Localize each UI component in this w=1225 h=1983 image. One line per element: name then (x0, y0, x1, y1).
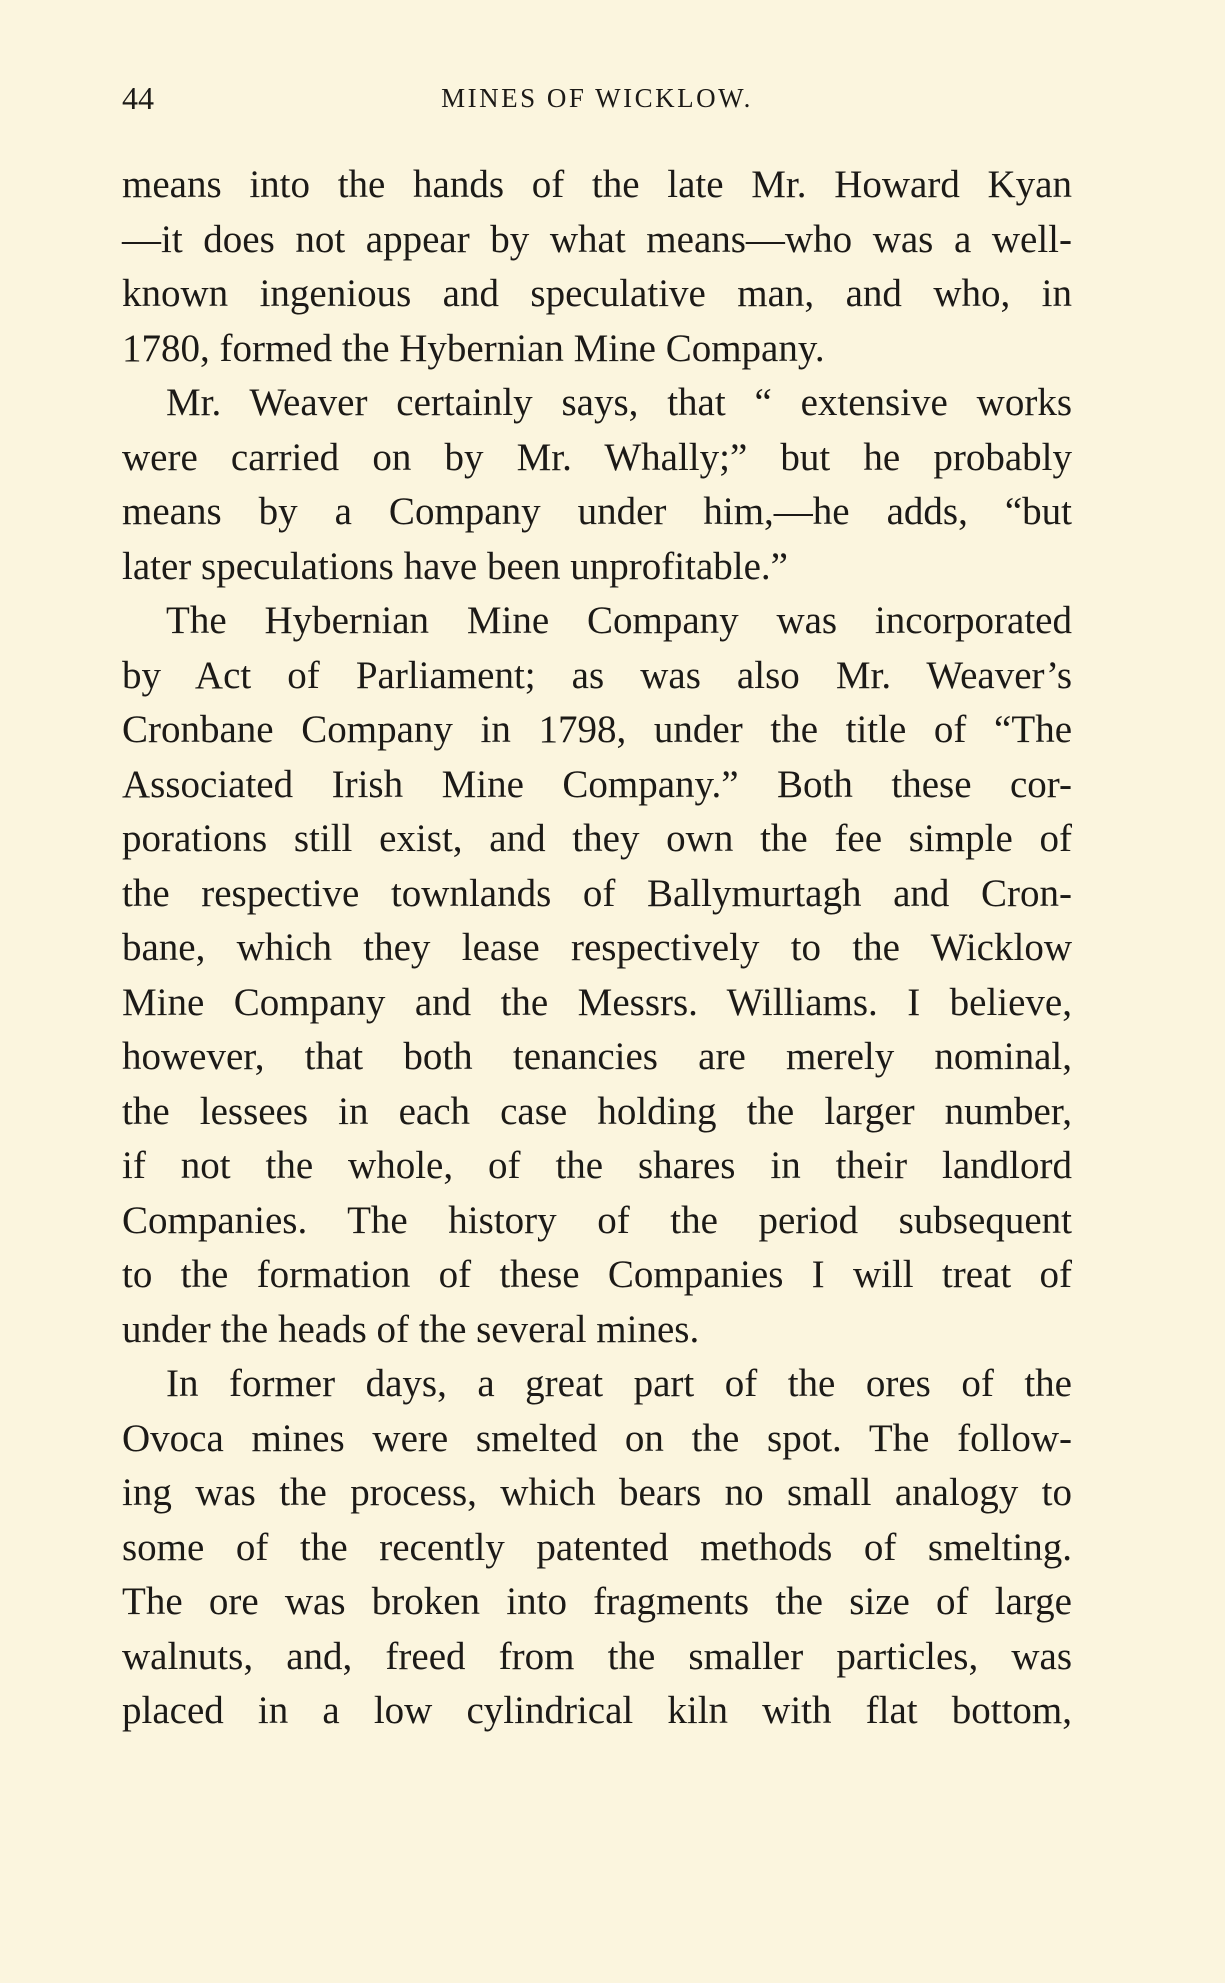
text-line: walnuts, and, freed from the smaller particles, was (122, 1634, 1072, 1678)
text-line: placed in a low cylindrical kiln with flat bottom, (122, 1689, 1072, 1732)
text-line: —it does not appear by what means—who was a well- (122, 217, 1072, 261)
text-line: the lessees in each case holding the larger number, (122, 1089, 1072, 1133)
text-line: porations still exist, and they own the fee simple of (122, 817, 1072, 860)
text-line: known ingenious and speculative man, and who, in (122, 272, 1072, 315)
text-line: Mr. Weaver certainly says, that “ extensive works (166, 381, 1072, 424)
text-line: to the formation of these Companies I will treat of (122, 1253, 1072, 1296)
text-line: means by a Company under him,—he adds, “but (122, 490, 1072, 533)
text-line: if not the whole, of the shares in their landlord (122, 1144, 1072, 1187)
text-line: some of the recently patented methods of smelting. (122, 1525, 1072, 1569)
text-line: later speculations have been unprofitable.” (122, 544, 788, 588)
text-line: means into the hands of the late Mr. Howard Kyan (122, 163, 1072, 206)
text-line: Associated Irish Mine Company.” Both these cor- (122, 762, 1072, 806)
text-line: In former days, a great part of the ores of the (166, 1362, 1072, 1405)
running-title: MINES OF WICKLOW. (441, 83, 753, 113)
text-line: were carried on by Mr. Whally;” but he probably (122, 435, 1072, 479)
text-line: under the heads of the several mines. (122, 1307, 700, 1351)
text-line: The ore was broken into fragments the size of large (122, 1580, 1072, 1623)
text-line: bane, which they lease respectively to the Wicklow (122, 926, 1072, 969)
page-header (122, 78, 1072, 118)
text-line: by Act of Parliament; as was also Mr. Weaver’s (122, 653, 1072, 697)
text-line: Ovoca mines were smelted on the spot. The follow- (122, 1416, 1072, 1460)
body-text (122, 158, 1072, 1739)
text-line: Companies. The history of the period subsequent (122, 1198, 1072, 1242)
paragraph-1 (122, 158, 1072, 376)
page-number: 44 (122, 80, 154, 116)
paragraph-4 (122, 1357, 1072, 1739)
text-line: however, that both tenancies are merely nominal, (122, 1035, 1072, 1078)
paragraph-2 (122, 376, 1072, 594)
text-line: the respective townlands of Ballymurtagh and Cron- (122, 871, 1072, 915)
text-line: 1780, formed the Hybernian Mine Company. (122, 326, 825, 370)
text-line: ing was the process, which bears no small analogy to (122, 1471, 1072, 1514)
text-line: Cronbane Company in 1798, under the title of “The (122, 708, 1072, 751)
paragraph-3 (122, 594, 1072, 1357)
text-line: Mine Company and the Messrs. Williams. I believe, (122, 980, 1072, 1024)
text-line: The Hybernian Mine Company was incorporated (166, 599, 1072, 642)
